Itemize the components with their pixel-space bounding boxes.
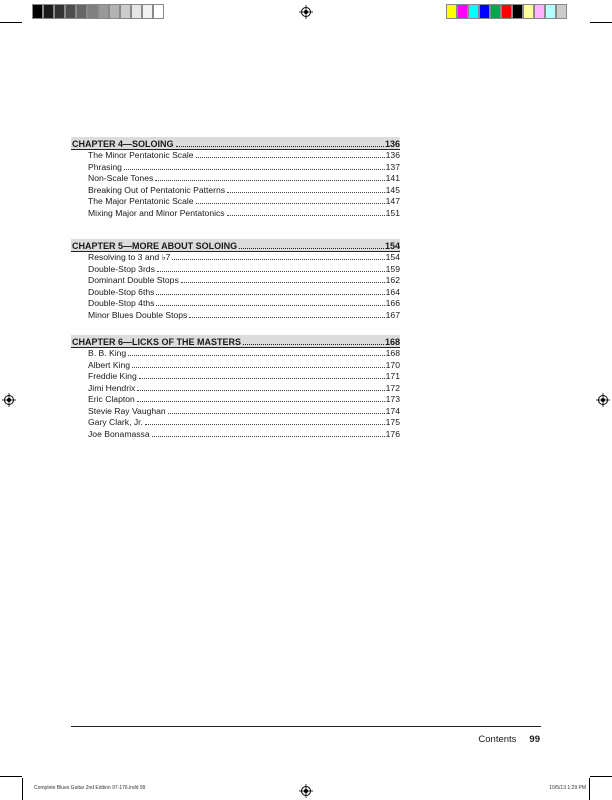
chapter-page: 154 [384,241,400,251]
entry-page: 162 [385,275,400,285]
color-swatch [501,4,512,19]
color-swatch [54,4,65,19]
footer-rule [71,726,541,727]
color-swatch [65,4,76,19]
entry-page: 171 [385,371,400,381]
entry-title: Mixing Major and Minor Pentatonics [88,207,225,218]
toc-entry[interactable] [71,406,400,418]
dot-leader [196,203,385,204]
entry-page: 174 [385,405,400,416]
page-footer [478,734,540,745]
toc-entry[interactable] [71,360,400,372]
color-swatch [43,4,54,19]
toc-entry[interactable] [71,417,400,429]
entry-page: 141 [385,173,400,183]
toc-entry[interactable] [71,173,400,185]
color-swatch [87,4,98,19]
entry-title: Double-Stop 6ths [88,286,155,297]
entry-title: Minor Blues Double Stops [88,309,188,320]
dot-leader [189,317,384,318]
entry-title: Joe Bonamassa [88,428,150,439]
color-swatch [534,4,545,19]
chapter-title: CHAPTER 4—SOLOING [72,139,174,149]
toc-entry[interactable] [71,208,400,220]
registration-mark-icon [299,784,313,798]
grayscale-color-bar [32,4,164,19]
dot-leader [156,294,384,295]
footer-section-label: Contents [478,734,517,745]
entry-title: Eric Clapton [88,394,135,404]
entry-page: 173 [385,394,400,404]
color-swatch [446,4,457,19]
dot-leader [181,282,385,283]
entry-page: 164 [385,286,400,297]
dot-leader [243,344,384,345]
dot-leader [145,424,385,425]
toc-entry[interactable] [71,287,400,299]
entry-title: Albert King [88,359,131,370]
crop-mark [590,776,612,777]
color-swatch [76,4,87,19]
toc-entry[interactable] [71,196,400,208]
toc-entry[interactable] [71,252,400,264]
dot-leader [137,390,384,391]
dot-leader [128,355,384,356]
entry-title: The Major Pentatonic Scale [88,196,194,206]
entry-page: 136 [385,150,400,160]
entry-page: 175 [385,417,400,427]
entry-page: 154 [385,252,400,262]
toc-entry[interactable] [71,371,400,383]
color-swatch [545,4,556,19]
toc-entry[interactable] [71,383,400,395]
entry-title: Jimi Hendrix [88,382,136,393]
color-swatch [468,4,479,19]
dot-leader [196,157,385,158]
color-swatch [556,4,567,19]
crop-mark [0,776,22,777]
color-swatch [131,4,142,19]
dot-leader [155,180,384,181]
toc-entry[interactable] [71,348,400,360]
toc-entry[interactable] [71,185,400,197]
chapter-page: 168 [384,337,400,347]
dot-leader [152,436,385,437]
entry-title: Stevie Ray Vaughan [88,405,166,416]
entry-page: 172 [385,382,400,393]
crop-mark [590,22,612,23]
crop-mark [589,778,590,800]
chapter-title: CHAPTER 5—MORE ABOUT SOLOING [72,241,238,251]
dot-leader [137,401,385,402]
chapter-title: CHAPTER 6—LICKS OF THE MASTERS [72,337,242,347]
toc-entry[interactable] [71,264,400,276]
toc-entry[interactable] [71,298,400,310]
entry-title: Double-Stop 4ths [88,298,155,308]
entry-page: 176 [385,428,400,439]
registration-mark-icon [299,5,313,19]
color-swatch [479,4,490,19]
chapter-heading[interactable] [71,239,400,252]
dot-leader [157,271,385,272]
dot-leader [132,367,385,368]
toc-entry[interactable] [71,394,400,406]
entry-page: 166 [385,298,400,308]
toc-entry[interactable] [71,310,400,322]
chapter-heading[interactable] [71,137,400,150]
entry-page: 159 [385,263,400,274]
entry-page: 167 [385,309,400,320]
entry-title: Dominant Double Stops [88,275,179,285]
toc-entry[interactable] [71,150,400,162]
color-swatch [457,4,468,19]
toc-chapter-5 [71,239,400,321]
entry-title: Resolving to 3 and ♭7 [88,252,171,262]
dot-leader [168,413,385,414]
color-swatch [98,4,109,19]
entry-page: 151 [385,207,400,218]
crop-mark [0,22,22,23]
color-swatch [32,4,43,19]
entry-title: Freddie King [88,371,137,381]
entry-title: Phrasing [88,161,122,172]
slug-timestamp: 10/5/13 1:29 PM [549,785,586,791]
entry-page: 168 [385,348,400,358]
color-swatch [512,4,523,19]
dot-leader [139,378,385,379]
entry-page: 147 [385,196,400,206]
entry-page: 145 [385,184,400,195]
toc-chapter-6 [71,335,400,440]
dot-leader [176,146,384,147]
toc-entry[interactable] [71,275,400,287]
entry-title: The Minor Pentatonic Scale [88,150,194,160]
chapter-page: 136 [384,139,400,149]
entry-page: 170 [385,359,400,370]
process-color-bar [446,4,567,19]
dot-leader [227,192,385,193]
dot-leader [239,248,384,249]
chapter-heading[interactable] [71,335,400,348]
entry-title: B. B. King [88,348,127,358]
color-swatch [142,4,153,19]
toc-entry[interactable] [71,429,400,441]
toc-chapter-4 [71,137,400,219]
entry-title: Double-Stop 3rds [88,263,155,274]
registration-mark-icon [2,393,16,407]
dot-leader [172,259,384,260]
registration-mark-icon [596,393,610,407]
color-swatch [490,4,501,19]
dot-leader [156,305,384,306]
dot-leader [227,215,385,216]
toc-entry[interactable] [71,162,400,174]
crop-mark [22,778,23,800]
dot-leader [124,169,385,170]
color-swatch [523,4,534,19]
entry-title: Gary Clark, Jr. [88,417,143,427]
color-swatch [120,4,131,19]
page-number: 99 [529,734,540,745]
entry-title: Breaking Out of Pentatonic Patterns [88,184,226,195]
entry-page: 137 [385,161,400,172]
entry-title: Non-Scale Tones [88,173,154,183]
slug-filename: Complete Blues Guitar 2nd Edition 97-176.indd 99 [34,785,146,791]
color-swatch [109,4,120,19]
color-swatch [153,4,164,19]
